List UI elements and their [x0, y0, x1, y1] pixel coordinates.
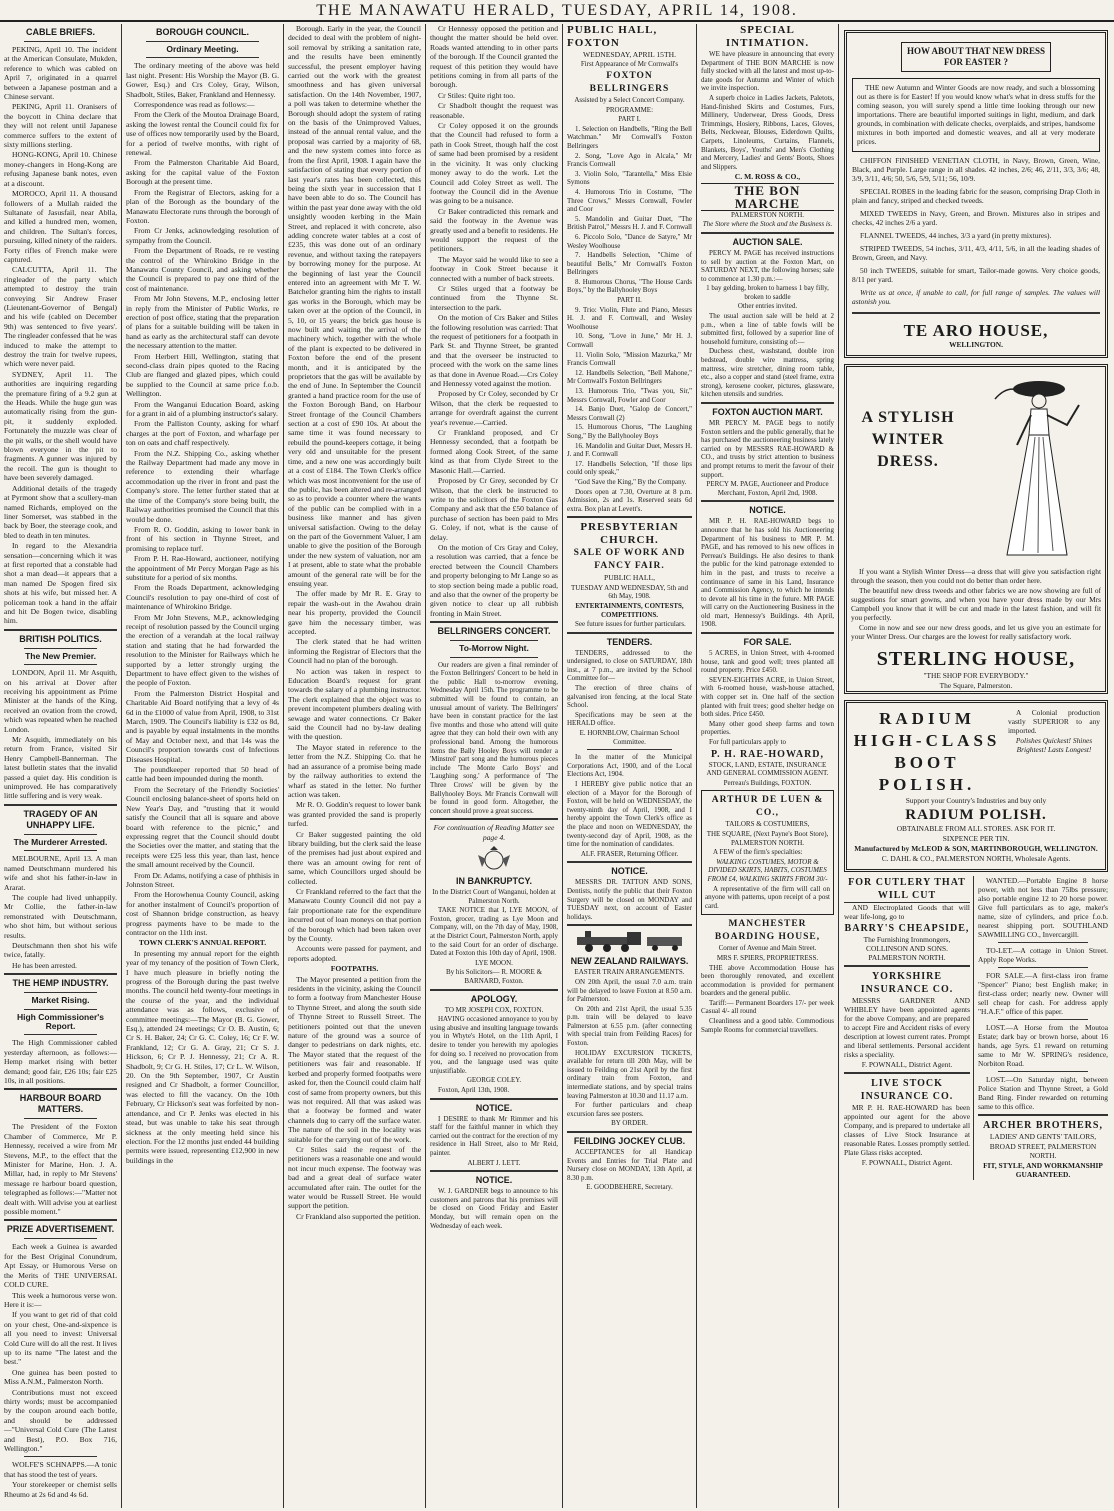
col3body-paragraph: Cr Stiles said the request of the petitioners was a reasonable one and would not incur much expense. The footway was bad and a great deal of surface water accumulated after rain. The outlet for the water would be Russell Street. He would support the petition.	[288, 1144, 421, 1211]
col4body-paragraph: Cr Stiles: Quite right too.	[438, 90, 515, 100]
apology-heading: APOLOGY.	[470, 993, 518, 1004]
col2body-paragraph: Correspondence was read as follows:—	[134, 100, 255, 110]
dentist-notice-heading: NOTICE.	[611, 866, 648, 877]
prog1-paragraph: 8. Humorous Chorus, "The House Cards Boys," by the Ballyhooley Boys	[567, 277, 692, 295]
col4body-paragraph: The Mayor said he would like to see a footway in Cook Street because it connected with a number of back streets.	[430, 254, 558, 283]
politics-subheading: The New Premier.	[25, 650, 96, 661]
col2body-paragraph: From the Registrar of Electors, asking for a plan of the Borough as the boundary of the Manawatu Electorate runs through the borough of Foxton.	[126, 187, 279, 225]
programme-part-1	[567, 125, 692, 295]
col3body-paragraph: Cr Baker suggested painting the old library building, but the clerk said the lease of the premises had just about expired and there was an amount owing for rent of same, which Councillors urged should be collected.	[288, 829, 421, 886]
col3body-paragraph: No action was taken in respect to Education Board's request for grant towards the salary of a plumbing instructor. The clerk explained that the object was to prevent incompetent plumbers dealing with sewage and water connections. Cr Baker said the Council had no by-law dealing with the question.	[288, 666, 421, 742]
cutlery-yorkshire-column: FOR CUTLERY THAT WILL CUT AND Electroplated Goods that will wear life-long, go to BARRY'S CHEAPSIDE, The Furnishing Ironmongers, COLLINSON AND SONS. PALMERSTON NORTH. YORKSHIRE INSURANCE CO. MESSRS GARDNER AND WHIBLEY have been appointed agents for the above Company, and are prepared to accept Fire and Accident risks of every description at lowest current rates. Prompt and liberal settlements. Personal accident risks a speciality. F. POWNALL, District Agent. LIVE STOCK INSURANCE CO. MR P. H. RAE-HOWARD has been appointed our agent for the above Company, and is prepared to undertake all classes of Live Stock Insurance at reasonable Rates. Losses promptly settled. Plate Glass risks accepted. F. POWNALL, District Agent.	[844, 876, 974, 1180]
col2body-paragraph: From the Department of Roads, re re vesting the control of the Whirokino Bridge in the Manawatu County Council, and asking whether the Council is prepared to pay one third of the cost of maintenance.	[126, 246, 279, 293]
borough-council-heading: BOROUGH COUNCIL.	[156, 27, 249, 37]
col2body-paragraph: From the Roads Department, acknowledging Council's resolution to pay one-third of cost of maintenance of Whirokino Bridge.	[126, 583, 279, 612]
col3body-paragraph: The Mayor presented a petition from the residents in the vicinity, asking the Council to form a footway from Manchester House to Thynne Street, and along the south side of Thynne Street to Russell Street. The petitioners pointed out that the uneven nature of the ground was a source of danger to pedestrians on dark nights, etc. The Mayor stated that the request of the petitioners was fair and reasonable. If kerbed and properly formed footpaths were asked for, then the Council could claim half cost of same from property owners, but this was not required. All that was asked was that a footway be formed and water channels dug to carry off the surface water. The nature of the soil in the locality was suitable for the carrying out of the work.	[288, 974, 421, 1144]
column-2	[122, 24, 283, 1508]
borough-council-continued	[288, 24, 421, 1221]
col4body-paragraph: Cr Stiles urged that a footway be continued from the Thynne St. intersection to the park.	[430, 283, 558, 312]
col4body-paragraph: Proposed by Cr Coley, seconded by Cr Wilson, that the clerk be requested to arrange for overdraft against the current year's revenue.—Carried.	[430, 389, 558, 427]
col3body-paragraph: Borough. Early in the year, the Council decided to deal with the problem of night-soil removal by striking a sanitation rate, and the results have been eminently successful, the present employer having carried out the work with the greatest smoothness and has given universal satisfaction. On the 14th November, 1907, a poll was taken to determine whether the Borough should adopt the system of rating on the basis of the Unimproved Values, instead of the annual rental value, and the proposal was carried by a majority of 68, and the new system comes into force as from the first April, 1908. I again have the satisfaction of stating that every portion of last year's rates has been collected, this being the sixth year in succession that I have been able to do so. The Council has within the past year done away with the old unsightly wooden kerbing in the Main Street, and replaced it with concrete, also adding concrete water tables at a cost of £235, this was done out of an ordinary revenue, and without taxing the ratepayers by borrowing money for the purpose. At the beginning of last year the Council entered into an agreement with Mr T. W. Batchelor granting him the rights to install gas works in the Borough, which may be taken over at the option of the Council, in 5, 10, or 15 years; the brick gas house is now built and waiting the arrival of the machinery which, together with the whole of the plant is expected to be delivered in Foxton before the end of the present month, and it is anticipated by the proprietors that the gas will be available by the end of June. In September the Council granted a hand practice room for the use of the Foxton Borough Band, on Harbour Street frontage of the Council Chambers section at a cost of £90 10s. At about the same time it was found necessary to rebuild the pound-keepers cottage, it being very old and unsuitable for the present time, and a new one was accordingly built at a cost of £184. The Town Clerk's office which was most inconvenient for the use of the public, has been altered and re-arranged so as to provide a counter where the wants of the public can be complied with in a business like manner and has given universal satisfaction. Owing to the delay on the part of the Government Valuer, I am unable to give the position of the Borough under the new system of valuation, nor am I at present, able to state what the probable amount of the general rate will be for the ensuing year.	[288, 24, 421, 588]
continuation-note: For continuation of Reading Matter see page 4.	[433, 823, 555, 842]
col2body-paragraph: From the Palmerston District Hospital and Charitable Aid Board notifying that a levy of 4s 6d in the £1000 of value from April, 1908, to 31st March, 1909. The Council's liability is £32 os 8d, and is payable by equal instalments in the months of May and October next, and that 14s was the Council's proportion towards cost of Infectious Diseases Hospital.	[126, 688, 279, 764]
woman-in-dress-illustration	[987, 375, 1097, 562]
col4body-paragraph: Cr Coley opposed it on the grounds that the Council had refused to form a path in Cook Street, though half the cost of same had been promised by a resident in the vicinity. It was only clucking money away to do the work. Let the Council add Coley Street as well. The footway the Council did in the Avenue was going to be a nuisance.	[430, 121, 558, 206]
radium-polish-ad: RADIUM HIGH-CLASS BOOT POLISH. A Colonial production vastly SUPERIOR to any imported. Polishes Quickest! Shines Brightest! Lasts Longest! Support your Country's Industries and buy only RADIUM POLISH. OBTAINABLE FROM ALL STORES. ASK FOR IT. SIXPENCE PER TIN. Manufactured by McLEOD & SON, MARTINBOROUGH, WELLINGTON. C. DAHL & CO., PALMERSTON NORTH, Wholesale Agents.	[844, 700, 1108, 872]
locomotive-icon	[567, 929, 692, 953]
de-luen-ad: ARTHUR DE LUEN & CO., TAILORS & COSTUMIERS, THE SQUARE, (Next Payne's Boot Store), PALMERSTON NORTH. A FEW of the firm's specialties: WALKING COSTUMES, MOTOR & DIVIDED SKIRTS, HABITS, COSTUMES FROM £4, WALKING SKIRTS FROM 30/- A representative of the firm will call on anyone with patterns, upon receipt of a post card.	[701, 790, 834, 915]
cable-briefs-heading: CABLE BRIEFS.	[25, 27, 95, 37]
notice-heading-2: NOTICE.	[475, 1175, 513, 1186]
prog1-paragraph: 6. Piccolo Solo, "Dance de Satyre," Mr Wesley Woolhouse	[567, 232, 692, 250]
col2body-paragraph: From Cr Jenks, acknowledging resolution of sympathy from the Council.	[126, 226, 279, 245]
col3body-paragraph: Accounts were passed for payment, and reports adopted.	[288, 944, 421, 963]
classifieds-column: WANTED.—Portable Engine 8 horse power, with not less than 75lbs pressure; also portable engine 12 to 20 horse power. Give full particulars as to age, maker's name, size of cylinders, and price f.o.b. nearest shipping port. SOUTHLAND SAWMILLING CO., Invercargill. TO-LET.—A cottage in Union Street. Apply Rope Works. FOR SALE.—A first-class iron frame "Spencer" Piano; best English make; in first-class order; nearly new. Owner will sell cheap for cash. For address apply "H.A.F." office of this paper. LOST.—A Horse from the Moutoa Estate; dark bay or brown horse, about 16 hands, age 5yrs. £1 reward on returning same to Mr W. SPRING's residence, Norbiton Road. LOST.—On Saturday night, between Police Station and Thynne Street, a Gold Band Ring. Finder rewarded on returning same to this office. ARCHER BROTHERS, LADIES' AND GENTS' TAILORS, BROAD STREET, PALMERSTON NORTH. FIT, STYLE, AND WORKMANSHIP GUARANTEED.	[978, 876, 1108, 1179]
hemp-subheading-2: High Commissioner's Report.	[16, 1011, 105, 1031]
te-aro-ad: HOW ABOUT THAT NEW DRESS FOR EASTER ? THE new Autumn and Winter Goods are now ready, and such a blossoming out as there is for Easter! If you would know what's what in dress stuffs for the coming season, you will surely spend a little time looking through our new importations. There are beautiful imported suitings in light, medium, and dark grounds, in combination with delicate checks, overplaids, and stripes, handsome mixtures in both imported and domestic weaves, and all at very moderate prices. CHIFFON FINISHED VENETIAN CLOTH, in Navy, Brown, Green, Wine, Black, and Purple. Large range in all shades. 42 inches, 2/6; 46, 2/11, 3/3, 3/6; 48, 3/9, 3/11, 4/6; 50, 5/6, 5/9, 5/11; 56, 10/9. SPECIAL ROBES in the leading fabric for the season, comprising Drap Cloth in plain and fancy, striped and checked tweeds. MIXED TWEEDS in Navy, Green, and Brown. Mixtures also in stripes and checks, 42 inches 2/6 a yard. FLANNEL TWEEDS, 44 inches, 3/3 a yard (in pretty mixtures). STRIPED TWEEDS, 54 inches, 3/11, 4/3, 4/11, 5/6, in all the leading shades of Brown, Green, and Navy. 50 inch TWEEDS, suitable for smart, Tailor-made gowns. Very choice goods, 8/11 per yard. Write us at once, if unable to call, for full range of samples. The values will astonish you. TE ARO HOUSE, WELLINGTON.	[844, 30, 1108, 358]
col4body-paragraph: Proposed by Cr Grey, seconded by Cr Wilson, that the clerk be instructed to write to the solicitors of the Foxton Gas Company and ask that the £50 balance of purchase of section has been paid to Mrs G. Coley, if not, what is the cause of delay.	[430, 476, 558, 542]
col2body-paragraph: From the Wanganui Education Board, asking for a grant in aid of a plumbing instructor's salary.	[126, 399, 279, 419]
col2body-paragraph: From Dr. Adams, notifying a case of phthisis in Johnston Street.	[126, 870, 279, 889]
harbour-heading: HARBOUR BOARD MATTERS.	[19, 1093, 102, 1115]
prog2-paragraph: 16. Mandolin and Guitar Duet, Messrs H. J. and F. Cornwall	[567, 441, 692, 459]
col4body-paragraph: On the motion of Crs Gray and Coley, a resolution was carried, that a fence be erected between the Council Chambers and property belonging to Mr Lange so as to stop section being made a public road, and also that the owner of the property be given notice to clear up all rubbish fronting in Main Street.	[430, 542, 558, 618]
hemp-subheading: Market Rising.	[31, 995, 90, 1006]
prog2-paragraph: 17. Handbells Selection, "If those lips could only speak,"	[567, 459, 692, 477]
tragedy-heading: TRAGEDY OF AN UNHAPPY LIFE.	[23, 808, 98, 830]
sterling-house-name: STERLING HOUSE,	[876, 648, 1076, 670]
col2body-paragraph: From the Palmerston Charitable Aid Board, asking for the capital value of the Foxton Borough at the present time.	[126, 158, 279, 187]
col2body-paragraph: From Mr John Stevens, M.P., enclosing letter in reply from the Minister of Public Works, re erection of post office, stating that the preparation of plans for a suitable building will be taken in hand as early as the architectural staff can devote the necessary attention to the matter.	[126, 294, 279, 351]
notice-heading: NOTICE.	[475, 1102, 513, 1113]
column-6: SPECIAL INTIMATION. WE have pleasure in announcing that every Department of THE BON MARCHE is now fully stocked with all the latest and most up-to-date goods for Autumn and Winter of which we invite inspection. A superb choice in Ladies Jackets, Paletots, Hand-finished Skirts and Costumes, Furs, Millinery, Underwear, Dress Goods, Dress Trimmings, Hosiery, Ribbons, Laces, Gloves, Belts, Neckwear, Blouses, Eiderdown Quilts, Carpets, Linoleums, Curtains, Flannels, Blankets, Boys', Youths' and Men's Clothing and Mercery, Ladies' and Gents' Boots, Shoes and Slippers. C. M. ROSS & CO., THE BON MARCHE PALMERSTON NORTH. The Store where the Stock and the Business is. AUCTION SALE. PERCY M. PAGE has received instructions to sell by auction at the Foxton Mart, on SATURDAY NEXT, the following horses; sale to commence at 1.30 p.m.:— 1 bay gelding, broken to harness 1 bay filly, broken to saddle Other entries invited. The usual auction sale will be held at 2 p.m., when a line of table fowls will be submitted first, followed by a superior line of household furniture, consisting of:— Duchess chest, washstand, double iron bedstead, double wire mattress, spring mattress, wire stretcher, dining room table, etc., also a copper and stand (steel frame, extra strong), kerosene cooker, pictures, glassware, kitchen utensils and sundries. FOXTON AUCTION MART. MR PERCY M. PAGE begs to notify Foxton settlers and the public generally, that he has purchased the auctioneering business lately carried on by MESSRS RAE-HOWARD & CO., and trusts by strict attention to business and prompt returns to merit the favour of their support. PERCY M. PAGE, Auctioneer and Produce Merchant, Foxton, April 2nd, 1908. NOTICE. MR P. H. RAE-HOWARD begs to announce that he has sold his Auctioneering Department of his business to MR P. M. PAGE, and has removed to his new offices in Perreau's Buildings. He also desires to thank the public for the kind patronage extended to him in the past, and trusts to receive a continuance of same in his Land, Insurance and Commission Agency, to which he intends to devote all his time in the future. MR PAGE will carry on the Auctioneering Business in the old mart, Hennessy's Buildings. 4th April, 1908. FOR SALE. 5 ACRES, in Union Street, with 4-roomed house, tank and good well; trees planted all round property. Price £450. SEVEN-EIGHTHS ACRE, in Union Street, with 6-roomed house, wash-house attached, with copper set in. One half of the section planted with fruit trees; good shelter hedge on both sides. Price £450. Many other good sheep farms and town properties. For full particulars apply to P. H. RAE-HOWARD, STOCK, LAND, ESTATE, INSURANCE AND GENERAL COMMISSION AGENT. Perreau's Buildings, FOXTON. ARTHUR DE LUEN & CO., TAILORS & COSTUMIERS, THE SQUARE, (Next Payne's Boot Store), PALMERSTON NORTH. A FEW of the firm's specialties: WALKING COSTUMES, MOTOR & DIVIDED SKIRTS, HABITS, COSTUMES FROM £4, WALKING SKIRTS FROM 30/- A representative of the firm will call on anyone with patterns, upon receipt of a post card. MANCHESTER BOARDING HOUSE, Corner of Avenue and Main Street. MRS F. SPIERS, PROPRIETRESS. THE above Accommodation House has been thoroughly renovated, and excellent accommodation is provided for permanent boarders and the general public. Tariff:— Permanent Boarders 17/- per week Casual 4/- all round Cleanliness and a good table. Commodious Sample Rooms for commercial travellers.	[701, 24, 834, 1034]
schnapps-ad: WOLFE'S SCHNAPPS.—A tonic that has stood the test of years.	[4, 1460, 117, 1479]
church-heading: PRESBYTERIAN CHURCH.	[580, 521, 679, 547]
col4body-paragraph: Cr Hennessy opposed the petition and thought the matter should be held over. Roads wanted attending to in other parts of the borough. If the Council granted the request of this petition they would have petitions coming in from all parts of the borough.	[430, 24, 558, 90]
public-hall-heading: PUBLIC HALL, FOXTON	[567, 24, 658, 49]
col2body-paragraph: From the Horowhenua County Council, asking for another instalment of Council's proportion of cost of Shannon bridge construction, as heavy progress payments have to be made to the contractor on the 11th inst.	[126, 890, 279, 937]
manchester-heading: MANCHESTER BOARDING HOUSE,	[714, 919, 821, 943]
col2body-paragraph: From Mr John Stevens, M.P., acknowledging receipt of resolution passed by the Council urging the erection of a verandah at the local railway station and stating that he had forwarded the resolution to the Minister for Railways which he supported by a letter strongly urging the Department to have effect given to the wishes of the people of Foxton.	[126, 612, 279, 688]
col4body-paragraph: Cr Frankland proposed, and Cr Hennessy seconded, that a footpath be formed along Cook Street, of the same kind as that from Clyde Street to the Masonic Hall.—Carried.	[430, 428, 558, 475]
bon-marche-name: THE BON MARCHE	[701, 183, 834, 211]
bellringers-subheading: To-Morrow Night.	[459, 643, 529, 654]
col2body-paragraph: From the Palliston County, asking for wharf charges at the port of Foxton, and wharfage per ton on oats and chaff respectively.	[126, 419, 279, 448]
column-rule	[838, 24, 839, 1508]
col2body-paragraph: TOWN CLERK'S ANNUAL REPORT.	[138, 938, 267, 948]
prog2-paragraph: 14. Banjo Duet, "Galop de Concert," Messrs Cornwall (2)	[567, 405, 692, 422]
railways-heading: NEW ZEALAND RAILWAYS.	[570, 956, 689, 967]
politics-heading: BRITISH POLITICS.	[19, 633, 102, 644]
borough-council-subheading: Ordinary Meeting.	[166, 44, 239, 54]
prog1-paragraph: 5. Mandolin and Guitar Duet, "The British Patrol," Messrs H. J. and F. Cornwall	[567, 214, 692, 232]
prize-heading: PRIZE ADVERTISEMENT.	[6, 1224, 115, 1235]
masthead: THE MANAWATU HERALD, TUESDAY, APRIL 14, 1908.	[0, 0, 1114, 22]
col2body-paragraph: From R. O. Goddin, asking to lower bank in front of his section in Thynne Street, and promising to replace turf.	[126, 524, 279, 553]
for-sale-heading: FOR SALE.	[743, 637, 792, 648]
col2body-paragraph: The poundkeeper reported that 50 head of cattle had been impounded during the month.	[126, 765, 279, 784]
col3body-paragraph: Cr Frankland also supported the petition.	[296, 1211, 421, 1221]
te-aro-name: TE ARO HOUSE,	[903, 321, 1049, 340]
royal-crest-icon	[474, 845, 514, 873]
column-7	[840, 24, 1112, 1508]
prog2-paragraph: 9. Trio: Violin, Flute and Piano, Messrs H. J. and F. Cornwall, and Wesley Woolhouse	[567, 305, 692, 331]
col2body-paragraph: From the N.Z. Shipping Co., asking whether the Railway Department had made any move in reference to extending their wharfage accommodation up the river in front and past the Company's store. The letter further stated that at the time of the Company's store being built, the Railway authorities promised the Council that this would be done.	[126, 448, 279, 524]
col2body-paragraph: From the Clerk of the Moutoa Drainage Board, asking the lowest rental the Council could fix for use of offices now temporarily used by the Board, for a period of twelve months, with right of renewal.	[126, 110, 279, 158]
special-intimation-heading: SPECIAL INTIMATION.	[725, 24, 810, 49]
sterling-house-ad: A STYLISH WINTER DRESS. If you want a Stylish Winter Dress—a dress that will give you satisfaction right through the season, then you could not do better than order here. The beautiful new dress tweeds and other fabrics we are now showing are full of suggestions for smart gowns, and when you have your dress made by our Mrs Campbell you know that it will be cut and made in the latest fashion, and will fit you perfectly. Come in now and see our new dress goods, and let us give you an estimate for your Winter Dress. Our charges are the lowest for really satisfactory work. STERLING HOUSE, "THE SHOP FOR EVERYBODY." The Square, Palmerston.	[844, 364, 1108, 694]
bankruptcy-heading: IN BANKRUPTCY.	[455, 876, 532, 887]
col2body-paragraph: From Herbert Hill, Wellington, stating that second-class drain pipes quoted to the Racing Club are flanged and glazed pipes, which could be supplied to the Council at same price f.o.b. Wellington.	[126, 351, 279, 399]
borough-council-body	[126, 61, 279, 1165]
council-debate-body	[430, 24, 558, 618]
auction-mart-heading: FOXTON AUCTION MART.	[712, 407, 823, 417]
col3body-paragraph: The clerk stated that he had written informing the Registrar of Electors that the Council had no plan of the borough.	[288, 637, 421, 666]
column-1: CABLE BRIEFS. PEKING, April 10. The incident at the American Consulate, Mukden, reference to which was cabled on April 7, originated in a quarrel between a Japanese postman and a Chinese servant. PEKING, April 11. Oranisers of the boycott in China declare that they will not relent until Japanese commerce suffers to the extent of sixty millions sterling. HONG-KONG, April 10. Chinese money-changers in Hong-Kong are refusing Japanese bank notes, even at a discount. MOROCO, April 11. A thousand followers of a Mullah raided the Sultanate of Jasusfail, near Ablla, and killed a hundred men, women, and children. The Sultan's forces, pursuing, killed ninety of the raiders. Forty rifles of French make were captured. CALCUTTA, April 11. The ringleader of the party which attempted to destroy the train conveying Sir Andrew Fraser (Lieutenant-Governor of Bengal) and his wife (cabled on December 9th) was sentenced to five years'. The ringleader confessed that he was induced to make the attempt to destroy the train for twelve rupees, which were never paid. SYDNEY, April 11. The authorities are inquiring regarding the premature firing of a 9.2 gun at the Heads. While the huge gun was automatically rising from the gun-pit, it suddenly exploded. Fortunately the muzzle was clear of the pit walls, or the shell would have blown everyone in the pit to fragments. A gunner was injured by the recoil. The gun is thought to have been severely damaged. Additional details of the tragedy at Pyrmont show that a scullery-man named Richards, employed on the liner Somerset, was stabbed in the back by Boer, the steerage cook, and bled to death in ten minutes. In regard to the Alexandria sensation—concerning which it was at first reported that a constable had shot a man dead—it appears that a man named De Spogen fired six shots at his wife, but missed her. A policeman took a hand in the affair and hit De Bogen twice, disabling him. BRITISH POLITICS. The New Premier. LONDON, April 11. Mr Asquith, on his arrival at Dover after receiving his appointment as Prime Minister at the hands of the King, received an ovation from the crowd, which was repeated when he reached London. Mr Asquith, immediately on his return from France, visited Sir Henry Campbell-Bannerman. The latest bulletin states that the invalid passed a quiet day. His condition is unimproved. He has comparatively little suffering and is very weak. TRAGEDY OF AN UNHAPPY LIFE. The Murderer Arrested. MELBOURNE, April 13. A man named Deutschmann murdered his wife and shot his father-in-law in Ararat. The couple had lived unhappily. Mr Collie, the father-in-law remonstrated with Deutschmann, who shot him, but without serious results. Deutschmann then shot his wife twice, fatally. He has been arrested. THE HEMP INDUSTRY. Market Rising. High Commissioner's Report. The High Commissioner cabled yesterday afternoon, as follows:—Hemp market rising with better demand; good fair, £26 10s; fair £25 10s, in all positions. HARBOUR BOARD MATTERS. The President of the Foxton Chamber of Commerce, Mr P. Hennessy, received a wire from Mr Stevens, M.P., to the effect that the Minister for Marine, Hon. J. A. Millar, had, in reply to Mr Stevens' message re harbour board question, telegraphed as follows:—"Matter not dealt with. Will advise you at earliest possible moment." PRIZE ADVERTISEMENT. Each week a Guinea is awarded for the Best Original Conundrum, Apt Essay, or Humorous Verse on the Merits of THE UNIVERSAL COLD CURE. This week a humorous verse won. Here it is:— If you want to get rid of that cold on your chest, One-and-sixpence is all you need to invest: Universal Cold Cure will do all the rest. It lives up to its name "The latest and the best." One guinea has been posted to Miss A.N.M., Palmerston North. Contributions must not exceed thirty words; must be accompanied by the coupon around each bottle, and should be addressed—"Universal Cold Cure (The Latest and Best), P.O. Box 716, Wellington." WOLFE'S SCHNAPPS.—A tonic that has stood the test of years. Your storekeeper or chemist sells Rheumo at 2s 6d and 4s 6d.	[4, 27, 117, 1499]
col4body-paragraph: Cr Shadbolt thought the request was reasonable.	[430, 101, 558, 120]
hemp-heading: THE HEMP INDUSTRY.	[12, 978, 109, 989]
col2body-paragraph: The ordinary meeting of the above was held last night. Present: His Worship the Mayor (B. G. Gower, Esq.) and Crs Coley, Gray, Wilson, Shadbolt, Stiles, Baker, Frankland and Hennessy.	[126, 61, 279, 99]
col2body-paragraph: From the Secretary of the Friendly Societies' Council enclosing balance-sheet of sports held on New Year's Day, and "trusting that it would satisfy the Council that all is square and above board with reference to the picnic," and expressing regret that the Council should doubt the Societies over the matter, and stating that the receipts were £25 less this year, than last, hence the small amount received by the Council.	[126, 784, 279, 870]
col4body-paragraph: On the motion of Crs Baker and Stiles the following resolution was carried: That the request of petitioners for a footpath in Park St. and Thynne Street, be granted and that the overseer be instructed to proceed with the work on the same lines as that done in Avenue Road.—Crs Coley and Hennessy voted against the motion.	[430, 313, 558, 389]
col4body-paragraph: Cr Baker contradicted this remark and said the footway in the Avenue was greatly used and a benefit to residents. He would support the request of the petitioners.	[430, 206, 558, 254]
column-4: Cr Hennessy opposed the petition and thought the matter should be held over. Roads wanted attending to in other parts of the borough. If the Council granted the request of this petition they would have petitions coming in from all parts of the borough. Cr Stiles: Quite right too. Cr Shadbolt thought the request was reasonable. Cr Coley opposed it on the grounds that the Council had refused to form a path in Cook Street, though half the cost of same had been promised by a resident in the vicinity. It was only clucking money away to do the work. Let the Council add Coley Street as well. The footway the Council did in the Avenue was going to be a nuisance. Cr Baker contradicted this remark and said the footway in the Avenue was greatly used and a benefit to residents. He would support the request of the petitioners. The Mayor said he would like to see a footway in Cook Street because it connected with a number of back streets. Cr Stiles urged that a footway be continued from the Thynne St. intersection to the park. On the motion of Crs Baker and Stiles the following resolution was carried: That the request of petitioners for a footpath in Park St. and Thynne Street, be granted and that the overseer be instructed to proceed with the work on the same lines as that done in Avenue Road.—Crs Coley and Hennessy voted against the motion. Proposed by Cr Coley, seconded by Cr Wilson, that the clerk be requested to arrange for overdraft against the current year's revenue.—Carried. Cr Frankland proposed, and Cr Hennessy seconded, that a footpath be formed along Cook Street, of the same kind as that from Clyde Street to the Masonic Hall.—Carried. Proposed by Cr Grey, seconded by Cr Wilson, that the clerk be instructed to write to the solicitors of the Foxton Gas Company and ask that the £50 balance of purchase of section has been paid to Mrs G. Coley, if not, what is the cause of delay. On the motion of Crs Gray and Coley, a resolution was carried, that a fence be erected between the Council Chambers and property belonging to Mr Lange so as to stop section being made a public road, and also that the owner of the property be given notice to clear up all rubbish fronting in Main Street. BELLRINGERS CONCERT. To-Morrow Night. Our readers are given a final reminder of the Foxton Bellringers' Concert to be held in the public Hall to-morrow evening, Wednesday April 15th. The programme to be submitted will be found to contain, an unusual amount of variety. The Bellringers' have been in constant practice for the last five months and those who attend will quite agree that they can hold their own with any professional band. Among the humorous items the Bally Hooley Boys will render a 'Minstrel' part song and the humorous pieces include 'The Monte Carlo Boys' and 'Laughing song.' A performance of 'The Three Crows' will be given by the Ballyhooley Boys. Mr Francis Cornwall will be found in good form. Altogether, the concert should prove a great success. For continuation of Reading Matter see page 4. IN BANKRUPTCY. In the District Court of Wanganui, holden at Palmerston North. TAKE NOTICE that I, LYE MOON, of Foxton, grocer, trading as Lye Moon and Company, will, on the 7th day of May, 1908, at the District Court, Palmerston North, apply to the said Court for an order of discharge. Dated at Foxton this 10th day of April, 1908. LYE MOON. By his Solicitors— R. MOORE & BARNARD, Foxton. APOLOGY. TO MR JOSEPH COX, FOXTON. HAVING occasioned annoyance to you by using abusive and insulting language towards you in Whyte's Hotel, on the 11th April, I desire to tender you herewith my apologies for doing so. I received no provocation from you, and the language used was quite unjustifiable. GEORGE COLEY. Foxton, April 13th, 1908. NOTICE. I DESIRE to thank Mr Rimmer and his staff for the faithful manner in which they carried out the contract for the erection of my residence in Hall Street, also to Mr Reid, painter. ALBERT J. LETT. NOTICE. W. J. GARDNER begs to announce to his customers and patrons that his premises will be closed on Good Friday and Easter Monday, but will remain open on the Wednesday of each week.	[430, 24, 558, 1230]
bellringers-heading: BELLRINGERS CONCERT.	[437, 626, 551, 637]
bellringers-name: FOXTON BELLRINGERS	[589, 71, 670, 94]
prog1-paragraph: 4. Humorous Trio in Costume, "The Three Crows," Messrs Cornwall, Fowler and Coor	[567, 187, 692, 214]
prog1-paragraph: 7. Handbells Selection, "Chime of beautiful Bells," Mr Cornwall's Foxton Bellringers	[567, 251, 692, 277]
col3body-paragraph: Cr Frankland referred to the fact that the Manawatu County Council did not pay a fair proportionate rate for the expenditure incurred out of loan moneys on that portion of the borough which had been taken over by the County.	[288, 886, 421, 943]
prog2-paragraph: 12. Handbells Selection, "Bell Mahone," Mr Cornwall's Foxton Bellringers	[567, 368, 692, 386]
prog2-paragraph: "God Save the King," By the Company.	[575, 477, 687, 486]
rae-howard-notice-heading: NOTICE.	[749, 505, 786, 516]
programme-part-2	[567, 306, 692, 487]
col3body-paragraph: The Mayor stated in reference to the letter from the N.Z. Shipping Co. that he had an assurance of a promise being made by the railway authorities to extend the wharf as stated in the letter. No further action was taken.	[288, 742, 421, 799]
col3body-paragraph: The offer made by Mr R. E. Gray to repair the wash-out in the Awahou drain near his property, provided the Council gave him the necessary timber, was accepted.	[288, 589, 421, 636]
prog2-paragraph: 10. Song, "Love in June," Mr H. J. Cornwall	[567, 332, 692, 350]
tragedy-subheading: The Murderer Arrested.	[13, 836, 108, 847]
column-5: PUBLIC HALL, FOXTON WEDNESDAY, APRIL 15TH. First Appearance of Mr Cornwall's FOXTON BELLRINGERS Assisted by a Select Concert Company. PROGRAMME: PART I. 1. Selection on Handbells, "Ring the Bell Watchman." Mr Cornwall's Foxton Bellringers 2. Song, "Love Ago in Alcala," Mr Francis Cornwall 3. Violin Solo, "Tarantella," Miss Elsie Symons 4. Humorous Trio in Costume, "The Three Crows," Messrs Cornwall, Fowler and Coor 5. Mandolin and Guitar Duet, "The British Patrol," Messrs H. J. and F. Cornwall 6. Piccolo Solo, "Dance de Satyre," Mr Wesley Woolhouse 7. Handbells Selection, "Chime of beautiful Bells," Mr Cornwall's Foxton Bellringers 8. Humorous Chorus, "The House Cards Boys," by the Ballyhooley Boys PART II. 9. Trio: Violin, Flute and Piano, Messrs H. J. and F. Cornwall, and Wesley Woolhouse 10. Song, "Love in June," Mr H. J. Cornwall 11. Violin Solo, "Mission Mazurka," Mr Francis Cornwall 12. Handbells Selection, "Bell Mahone," Mr Cornwall's Foxton Bellringers 13. Humorous Trio, "Twas you, Sir," Messrs Cornwall, Fowler and Coor 14. Banjo Duet, "Galop de Concert," Messrs Cornwall (2) 15. Humorous Chorus, "The Laughing Song," By the Ballyhooley Boys 16. Mandolin and Guitar Duet, Messrs H. J. and F. Cornwall 17. Handbells Selection, "If those lips could only speak," "God Save the King," By the Company. Doors open at 7.30, Overture at 8 p.m. Admission, 2s and 1s. Reserved seats 6d extra. Box plan at Levett's. PRESBYTERIAN CHURCH. SALE OF WORK AND FANCY FAIR. PUBLIC HALL, TUESDAY AND WEDNESDAY, 5th and 6th May, 1908. ENTERTAINMENTS, CONTESTS, COMPETITIONS. See future issues for further particulars. TENDERS. TENDERS, addressed to the undersigned, to close on SATURDAY, 18th inst., at 7 p.m., are invited by the School Committee for— The erection of three chains of galvanised iron fencing, at the local State School. Specifications may be seen at the HERALD office. E. HORNBLOW, Chairman School Committee. In the matter of the Municipal Corporations Act, 1900, and of the Local Elections Act, 1904. I HEREBY give public notice that an election of a Mayor for the Borough of Foxton, will be held on WEDNESDAY, the twenty-ninth day of April, 1908, and I hereby appoint the Town Clerk's office as the place and noon on WEDNESDAY, the twenty-second day of April, 1908, as the time for the nomination of candidates. ALF. FRASER, Returning Officer. NOTICE. MESSRS DR. TATTON AND SONS, Dentists, notify the public that their Foxton Surgery will be closed on MONDAY and TUESDAY next, on account of Easter holidays. NEW ZEALAND RAILWAYS. EASTER TRAIN ARRANGEMENTS. ON 20th April, the usual 7.0 a.m. train will be delayed to leave Foxton at 8.50 a.m. for Palmerston. On 20th and 21st April, the usual 5.35 p.m. train will be delayed to leave Palmerston at 6.55 p.m. (after connecting with special train from Feilding Races) for Foxton. HOLIDAY EXCURSION TICKETS, available for return till 20th May, will be issued to Feilding on 21st April by the first ordinary train from Foxton, and intermediate stations, and by special trains leaving Palmerston at 10.30 and 11.17 a.m. For further particulars and cheap excursion fares see posters. BY ORDER. FEILDING JOCKEY CLUB. ACCEPTANCES for all Handicap Events and Entries for Trial Plate and Nursery close on MONDAY, 13th April, at 8.30 p.m. E. GOODBEHERE, Secretary.	[567, 24, 692, 1192]
auction-sale-heading: AUCTION SALE.	[732, 236, 803, 247]
col2body-paragraph: In presenting my annual report for the eighth year of my tenancy of the position of Town Clerk, I have much pleasure in briefly noting the progress of the Borough during the past twelve months. The council held twenty-four meetings in the course of the year, and the individual attendance was as follows, exclusive of committee meetings:—The Mayor (B. G. Gower, Esq.), attended 24 meetings; Cr O. B. Austin, 6; Cr S. H. Baker, 24; Cr G. C. Coley, 16; Cr F. W. Frankland, 12; Cr G. A. Gray, 21; Cr S. J. Hickson, 6; Cr P. J. Hennessy, 21; Cr A. R. Shadbolt, 9; Cr G. H. Stiles, 17; Cr L. W. Wilson, 20. On the 9th September, 1907, Cr Austin resigned and Cr Shadbolt, a former Councillor, was elected to fill the vacancy. On the 10th February, Cr Hickson's seat was forfeited by non-attendance, and Cr P. Jenks was elected in his stead, but was unable to take his seat through sickness at the only meeting held since his election. For the 12 months just ended 44 building permits were issued, representing £12,900 in new buildings in the	[126, 948, 279, 1165]
prog1-paragraph: 2. Song, "Love Ago in Alcala," Mr Francis Cornwall	[567, 151, 692, 169]
prog1-paragraph: 3. Violin Solo, "Tarantella," Miss Elsie Symons	[567, 169, 692, 187]
column-3	[284, 24, 425, 1508]
prog2-paragraph: 15. Humorous Chorus, "The Laughing Song," By the Ballyhooley Boys	[567, 423, 692, 440]
prog1-paragraph: 1. Selection on Handbells, "Ring the Bell Watchman." Mr Cornwall's Foxton Bellringers	[567, 124, 692, 150]
prog2-paragraph: 11. Violin Solo, "Mission Mazurka," Mr Francis Cornwall	[567, 350, 692, 368]
prog2-paragraph: 13. Humorous Trio, "Twas you, Sir," Messrs Cornwall, Fowler and Coor	[567, 387, 692, 404]
col3body-paragraph: Mr R. O. Goddin's request to lower bank was granted provided the sand is properly turfed.	[288, 800, 421, 829]
tenders-heading: TENDERS.	[606, 636, 653, 647]
col3body-paragraph: FOOTPATHS.	[330, 964, 379, 974]
cable-briefs-body: PEKING, April 10. The incident at the American Consulate, Mukden, reference to which was cabled on April 7, originated in a quarrel between a Japanese postman and a Chinese servant. PEKING, April 11. Oranisers of the boycott in China declare that they will not relent until Japanese commerce suffers to the extent of sixty millions sterling. HONG-KONG, April 10. Chinese money-changers in Hong-Kong are refusing Japanese bank notes, even at a discount. MOROCO, April 11. A thousand followers of a Mullah raided the Sultanate of Jasusfail, near Ablla, and killed a hundred men, women, and children. The Sultan's forces, pursuing, killed ninety of the raiders. Forty rifles of French make were captured. CALCUTTA, April 11. The ringleader of the party which attempted to destroy the train conveying Sir Andrew Fraser (Lieutenant-Governor of Bengal) and his wife (cabled on December 9th) was sentenced to five years'. The ringleader confessed that he was induced to make the attempt to destroy the train for twelve rupees, which were never paid. SYDNEY, April 11. The authorities are inquiring regarding the premature firing of a 9.2 gun at the Heads. While the huge gun was automatically rising from the gun-pit, it suddenly exploded. Fortunately the muzzle was clear of the pit walls, or the shell would have blown everyone in the pit to fragments. A gunner was injured by the recoil. The gun is thought to have been severely damaged. Additional details of the tragedy at Pyrmont show that a scullery-man named Richards, employed on the liner Somerset, was stabbed in the back by Boer, the steerage cook, and bled to death in ten minutes. In regard to the Alexandria sensation—concerning which it was at first reported that a constable had shot a man dead—it appears that a man named De Spogen fired six shots at his wife, but missed her. A policeman took a hand in the affair and hit De Bogen twice, disabling him.	[4, 45, 117, 626]
col2body-paragraph: From P. H. Rae-Howard, auctioneer, notifying the appointment of Mr Percy Morgan Page as his substitute for a period of six months.	[126, 554, 279, 582]
jockey-club-heading: FEILDING JOCKEY CLUB.	[573, 1136, 686, 1146]
